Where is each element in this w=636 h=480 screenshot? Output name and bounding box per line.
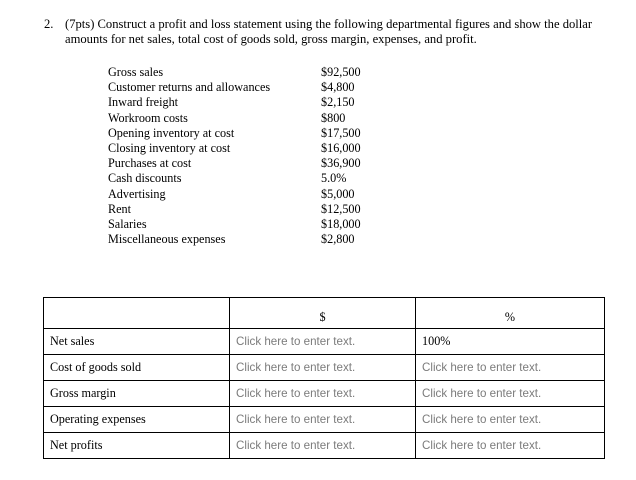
table-row-operating-expenses [44,407,605,433]
figure-value: $4,800 [321,80,355,95]
figure-value: $17,500 [321,125,361,140]
percent-input-field[interactable] [416,407,605,433]
figure-value: $92,500 [321,65,361,79]
percent-input-field[interactable] [416,381,605,407]
row-label: Gross margin [44,381,230,407]
figure-row-salaries [108,217,408,232]
figure-row-rent [108,202,408,217]
placeholder-text[interactable]: Click here to enter text. [236,387,356,400]
figure-label: Gross sales [108,65,164,79]
dollar-input-field[interactable] [230,381,416,407]
figure-label: Purchases at cost [108,156,192,171]
figure-row-gross-sales [108,65,408,80]
placeholder-text[interactable]: Click here to enter text. [422,413,542,426]
figure-value: $2,800 [321,232,355,247]
dollar-input-field[interactable] [230,355,416,381]
figure-label: Workroom costs [108,110,188,125]
figure-label: Closing inventory at cost [108,140,231,155]
departmental-figures-list [108,65,408,247]
figure-row-purchases [108,156,408,171]
header-dollar-cell: $ [230,298,416,329]
figure-row-closing-inventory [108,141,408,156]
figure-label: Inward freight [108,95,179,110]
figure-value: $12,500 [321,201,361,216]
table-header-row [44,298,605,329]
figure-value: $36,900 [321,156,361,171]
figure-row-advertising [108,187,408,202]
figure-label: Opening inventory at cost [108,125,235,140]
row-label: Operating expenses [44,407,230,433]
figure-label: Rent [108,201,132,216]
percent-value: 100% [422,334,451,348]
question-text: (7pts) Construct a profit and loss statement using the following departmental figures and show the dollar amounts for net sales, total cost of goods sold, gross margin, expenses, and profit. [65,17,593,46]
table-row-net-sales [44,329,605,355]
placeholder-text[interactable]: Click here to enter text. [422,361,542,374]
placeholder-text[interactable]: Click here to enter text. [422,387,542,400]
dollar-input-field[interactable] [230,407,416,433]
figure-row-customer-returns [108,80,408,95]
placeholder-text[interactable]: Click here to enter text. [422,439,542,452]
dollar-input-field[interactable] [230,329,416,355]
question-number: 2. [44,17,54,31]
figure-row-misc-expenses [108,232,408,247]
figure-row-cash-discounts [108,171,408,186]
figure-row-opening-inventory [108,126,408,141]
row-label: Net profits [44,433,230,459]
dollar-input-field[interactable] [230,433,416,459]
table-row-net-profits [44,433,605,459]
row-label: Cost of goods sold [44,355,230,381]
percent-value-cell [416,329,605,355]
percent-input-field[interactable] [416,433,605,459]
placeholder-text[interactable]: Click here to enter text. [236,335,356,348]
figure-row-workroom-costs [108,111,408,126]
table-row-cost-of-goods-sold [44,355,605,381]
header-percent-cell: % [416,298,605,329]
percent-input-field[interactable] [416,355,605,381]
figure-label: Miscellaneous expenses [108,232,226,247]
table-row-gross-margin [44,381,605,407]
figure-row-inward-freight [108,95,408,110]
figure-value: $5,000 [321,186,355,201]
figure-label: Salaries [108,216,147,231]
placeholder-text[interactable]: Click here to enter text. [236,361,356,374]
figure-label: Cash discounts [108,171,182,186]
header-blank-cell [44,298,230,329]
figure-value: $800 [321,110,346,125]
figure-label: Customer returns and allowances [108,80,271,95]
figure-value: 5.0% [321,171,347,186]
figure-value: $18,000 [321,216,361,231]
figure-value: $16,000 [321,140,361,155]
placeholder-text[interactable]: Click here to enter text. [236,439,356,452]
profit-loss-table [43,297,605,459]
placeholder-text[interactable]: Click here to enter text. [236,413,356,426]
figure-label: Advertising [108,186,166,201]
row-label: Net sales [44,329,230,355]
figure-value: $2,150 [321,95,355,110]
